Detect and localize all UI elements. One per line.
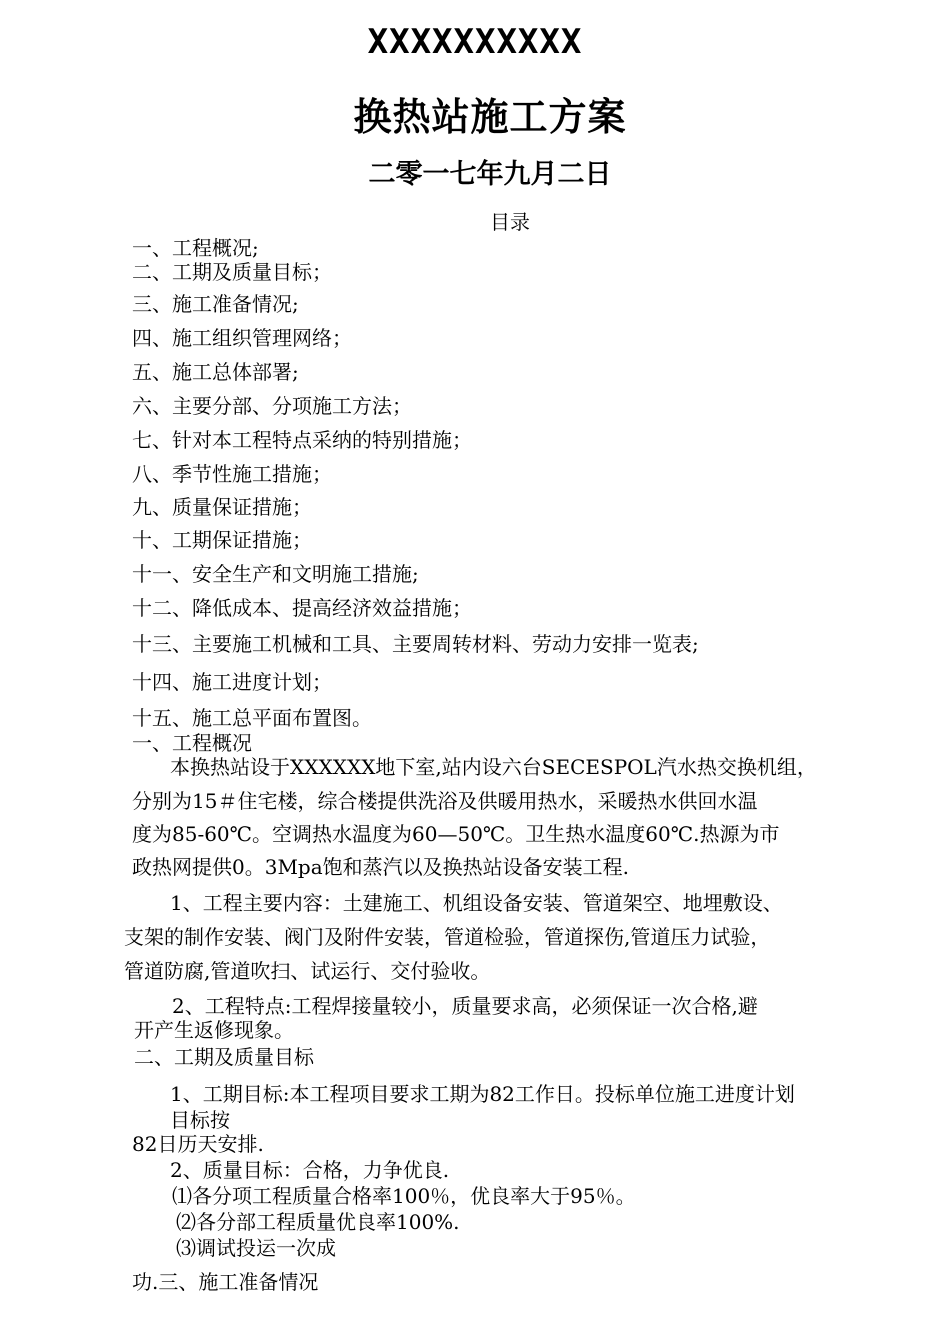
paragraph-line: 2、工程特点:工程焊接量较小，质量要求高，必须保证一次合格,避	[172, 994, 758, 1018]
paragraph-line: 82日历天安排.	[132, 1132, 264, 1156]
paragraph-line: 支架的制作安装、阀门及附件安装，管道检验，管道探伤,管道压力试验，	[124, 925, 771, 949]
paragraph-line: 开产生返修现象。	[134, 1018, 294, 1042]
paragraph-line: 功.三、施工准备情况	[132, 1270, 319, 1294]
toc-item: 三、施工准备情况;	[132, 292, 299, 316]
toc-item: 十一、安全生产和文明施工措施;	[132, 562, 419, 586]
paragraph-line: 1、工期目标:本工程项目要求工期为82工作日。投标单位施工进度计划	[170, 1082, 795, 1106]
document-date: 二零一七年九月二日	[368, 159, 612, 190]
paragraph-line: 管道防腐,管道吹扫、试运行、交付验收。	[124, 959, 491, 983]
toc-item: 十三、主要施工机械和工具、主要周转材料、劳动力安排一览表;	[132, 632, 699, 656]
toc-item: 四、施工组织管理网络；	[132, 326, 352, 350]
toc-item: 七、针对本工程特点采纳的特别措施；	[132, 428, 472, 452]
toc-item: 十、工期保证措施；	[132, 528, 312, 552]
toc-item: 十五、施工总平面布置图。	[132, 706, 372, 730]
section-heading: 二、工期及质量目标	[134, 1045, 314, 1069]
paragraph-line: 本换热站设于XXXXXX地下室,站内设六台SECESPOL汽水热交换机组，	[170, 755, 817, 779]
toc-item: 八、季节性施工措施；	[132, 462, 332, 486]
toc-item: 九、质量保证措施；	[132, 495, 312, 519]
paragraph-line: 分别为15＃住宅楼，综合楼提供洗浴及供暖用热水，采暖热水供回水温	[132, 789, 758, 813]
paragraph-line: 政热网提供0。3Mpa饱和蒸汽以及换热站设备安装工程.	[132, 855, 630, 879]
paragraph-line: ⑴各分项工程质量合格率100％，优良率大于95％。	[172, 1184, 636, 1208]
toc-item: 十二、降低成本、提高经济效益措施；	[132, 596, 472, 620]
paragraph-line: 1、工程主要内容：土建施工、机组设备安装、管道架空、地埋敷设、	[170, 891, 783, 915]
paragraph-line: 2、质量目标：合格，力争优良.	[170, 1158, 450, 1182]
paragraph-line: ⑶调试投运一次成	[176, 1236, 336, 1260]
toc-item: 五、施工总体部署;	[132, 360, 299, 384]
toc-title: 目录	[490, 210, 530, 234]
document-code: XXXXXXXXXX	[367, 22, 583, 62]
paragraph-line: ⑵各分部工程质量优良率100%.	[176, 1210, 460, 1234]
toc-item: 十四、施工进度计划；	[132, 670, 332, 694]
toc-item: 一、工程概况;	[132, 236, 259, 260]
paragraph-line: 目标按	[170, 1108, 230, 1132]
paragraph-line: 度为85-60℃。空调热水温度为60—50℃。卫生热水温度60℃.热源为市	[132, 822, 780, 846]
toc-item: 六、主要分部、分项施工方法；	[132, 394, 412, 418]
toc-item: 二、工期及质量目标；	[132, 260, 332, 284]
document-title: 换热站施工方案	[353, 94, 627, 139]
section-heading: 一、工程概况	[132, 731, 252, 755]
